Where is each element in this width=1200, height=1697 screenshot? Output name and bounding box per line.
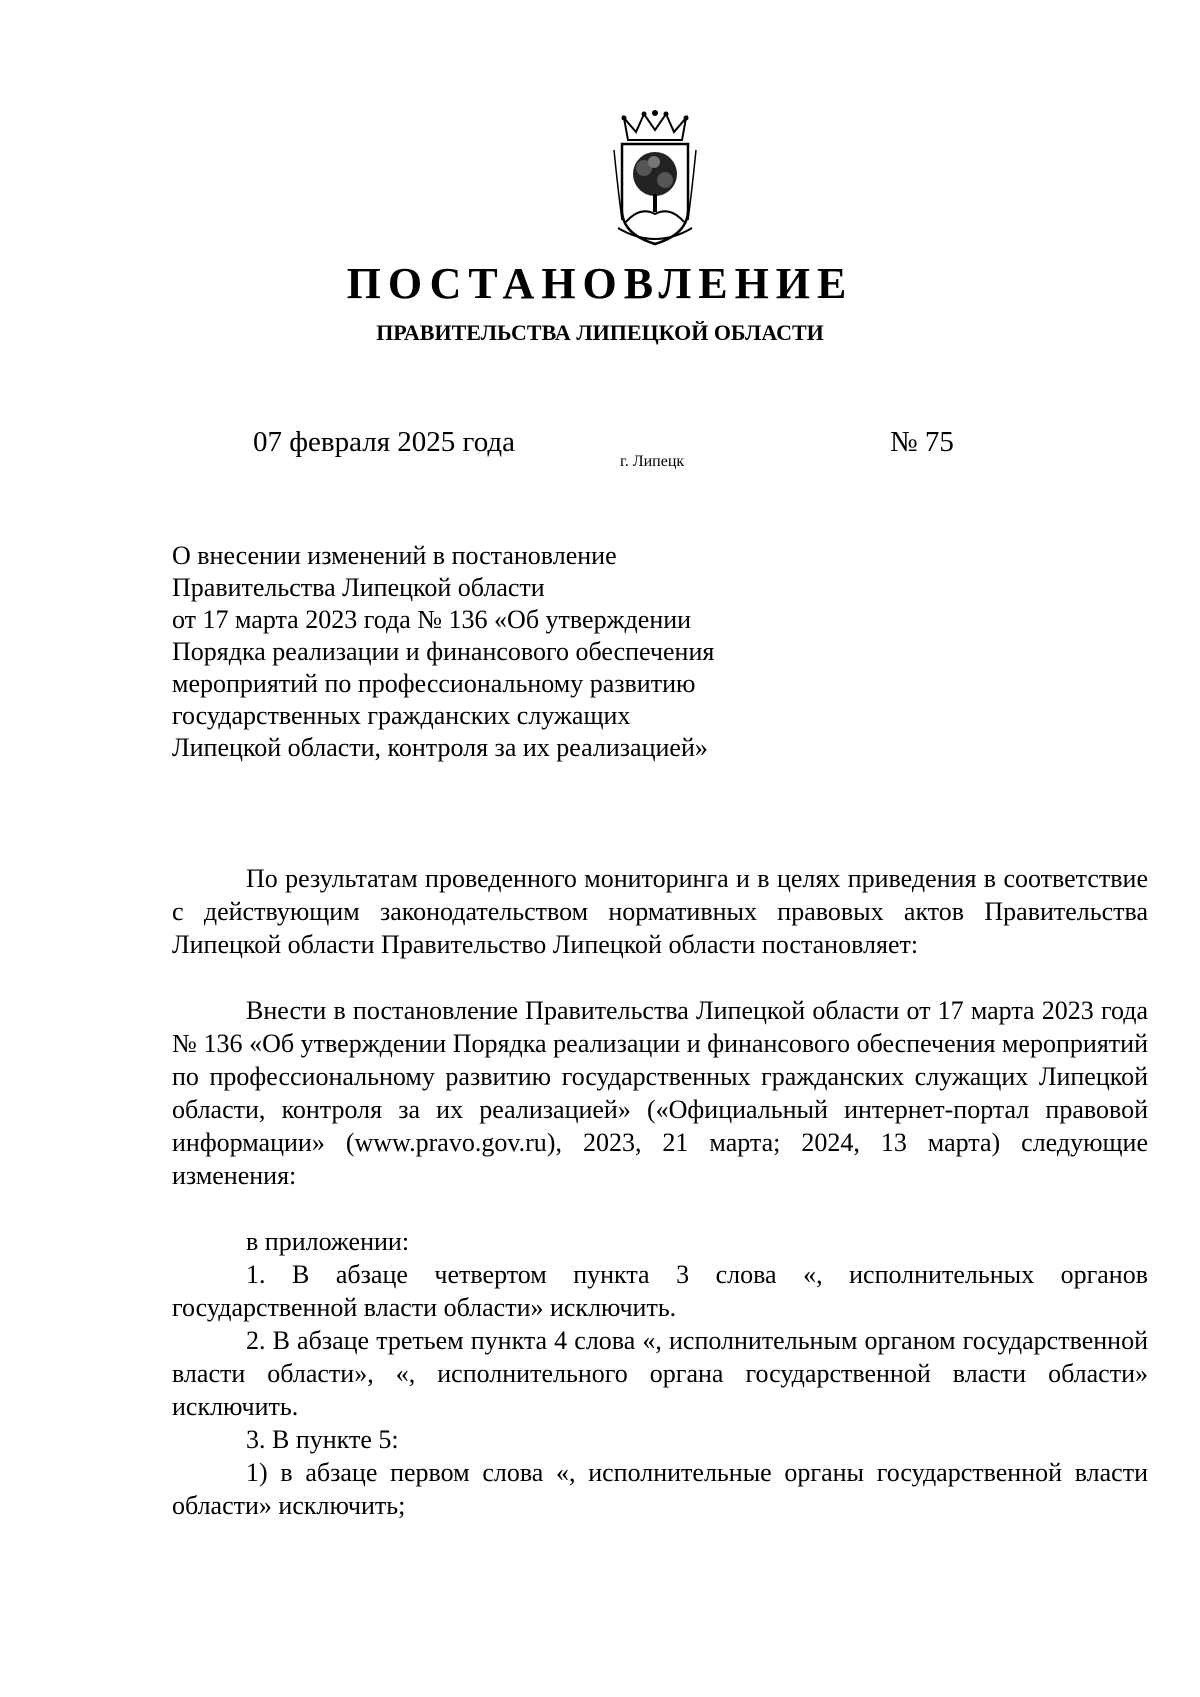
- amendment-subitem-1: 1) в абзаце первом слова «, исполнительные органы государственной власти области» исключить;: [172, 1458, 1148, 1520]
- heading-line: О внесении изменений в постановление: [172, 541, 617, 570]
- amendment-item-2: 2. В абзаце третьем пункта 4 слова «, исполнительным органом государственной власти области», «, исполнительного органа государственной власти области» исключить.: [172, 1326, 1148, 1421]
- appendix-intro: в приложении:: [246, 1227, 410, 1256]
- heading-line: Липецкой области, контроля за их реализацией»: [172, 733, 708, 762]
- resolution-paragraph: Внести в постановление Правительства Липецкой области от 17 марта 2023 года № 136 «Об утверждении Порядка реализации и финансового обеспечения мероприятий по профессиональному развитию государственных гражданских служащих Липецкой области, контроля за их реализацией» («Официальный интернет-портал правовой информации» (www.pravo.gov.ru), 2023, 21 марта; 2024, 13 марта) следующие изменения:: [172, 996, 1148, 1190]
- heading-line: Правительства Липецкой области: [172, 573, 545, 602]
- amendment-item-3: 3. В пункте 5:: [246, 1425, 399, 1454]
- heading-line: мероприятий по профессиональному развитию: [172, 669, 696, 698]
- heading-line: государственных гражданских служащих: [172, 701, 631, 730]
- heading-line: от 17 марта 2023 года № 136 «Об утверждении: [172, 605, 692, 634]
- document-number: № 75: [890, 426, 954, 458]
- preamble-paragraph: По результатам проведенного мониторинга и в целях приведения в соответствие с действующим законодательством нормативных правовых актов Правительства Липецкой области Правительство Липецкой области постановляет:: [172, 864, 1148, 959]
- document-subject-heading: [172, 540, 714, 764]
- document-title: ПОСТАНОВЛЕНИЕ: [346, 259, 854, 308]
- document-date: 07 февраля 2025 года: [253, 426, 516, 458]
- document-city: г. Липецк: [620, 453, 685, 470]
- document-body: [172, 862, 1148, 1522]
- document-issuer: ПРАВИТЕЛЬСТВА ЛИПЕЦКОЙ ОБЛАСТИ: [376, 320, 824, 345]
- coat-of-arms-icon: [610, 110, 700, 250]
- heading-line: Порядка реализации и финансового обеспечения: [172, 637, 715, 666]
- amendment-item-1: 1. В абзаце четвертом пункта 3 слова «, исполнительных органов государственной власти области» исключить.: [172, 1260, 1148, 1322]
